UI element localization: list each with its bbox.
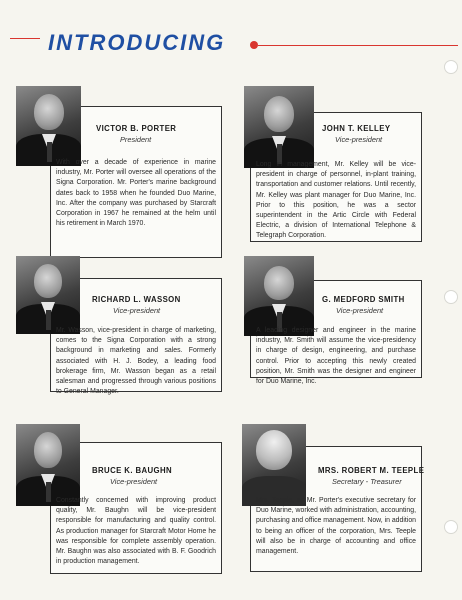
- binder-hole-top: [444, 60, 458, 74]
- header-rule-left: [10, 38, 40, 39]
- person-bio: Mrs. Teeple, as Mr. Porter's executive secretary for Duo Marine, worked with administration, accounting, purchasing and office management. Now, in addition to being an officer of the corporation, Mrs. Teeple will also be in charge of accounting and office management.: [256, 497, 416, 556]
- person-name: G. MEDFORD SMITH: [322, 295, 405, 304]
- person-name: RICHARD L. WASSON: [92, 295, 181, 304]
- header-dot: [250, 41, 258, 49]
- page-title: INTRODUCING: [48, 30, 226, 55]
- portrait-photo-wasson: [16, 256, 80, 334]
- person-title: Vice-president: [336, 306, 384, 315]
- person-name: MRS. ROBERT M. TEEPLE: [318, 466, 425, 475]
- person-name: JOHN T. KELLEY: [322, 124, 391, 133]
- portrait-photo-kelley: [244, 86, 314, 168]
- person-bio: Long in management, Mr. Kelley will be vice-president in charge of personnel, in-plant training, transportation and customer relations. Until recently, Mr. Kelley was plant manager for Duo Marine, Inc. Prior to this position, he was a sector superintendent in the Artic Circle with Federal Electric, a division of International Telephone & Telegraph Corporation.: [256, 161, 416, 240]
- person-bio: With over a decade of experience in marine industry, Mr. Porter will oversee all operations of the Signa Corporation. Mr. Porter's marine background dates back to 1958 when he founded Duo Marine, Inc. After the company was purchased by Starcraft Corporation in 1967 he remained at the helm until his retirement in March 1970.: [56, 159, 216, 228]
- person-title: Secretary - Treasurer: [332, 477, 402, 486]
- header-rule-right: [258, 45, 458, 46]
- portrait-photo-porter: [16, 86, 81, 166]
- person-title: Vice-president: [110, 477, 158, 486]
- portrait-photo-baughn: [16, 424, 80, 506]
- person-title: Vice-president: [113, 306, 161, 315]
- person-bio: A leading designer and engineer in the marine industry, Mr. Smith will assume the vice-presidency in charge of design, engineering, and purchase control. Prior to accepting this newly created position, Mr. Smith was the designer and engineer for Duo Marine, Inc.: [256, 327, 416, 386]
- person-title: Vice-president: [335, 135, 383, 144]
- person-bio: Constantly concerned with improving product quality, Mr. Baughn will be vice-president responsible for manufacturing and quality control. As production manager for Starcraft Motor Home he was responsible for complete assembly operation. Mr. Baughn was also associated with B. F. Goodrich in production management.: [56, 497, 216, 566]
- person-name: VICTOR B. PORTER: [96, 124, 177, 133]
- portrait-photo-teeple: [242, 424, 306, 506]
- binder-hole-bottom: [444, 520, 458, 534]
- person-bio: Mr. Wasson, vice-president in charge of marketing, comes to the Signa Corporation with a strong background in marketing and sales. Formerly associated with H. J. Bodey, a leading food brokerage firm, Mr. Wasson began as a retail salesman and progressed through various positions to General Manager.: [56, 327, 216, 396]
- binder-hole-middle: [444, 290, 458, 304]
- person-name: BRUCE K. BAUGHN: [92, 466, 173, 475]
- portrait-photo-smith: [244, 256, 314, 336]
- person-title: President: [120, 135, 152, 144]
